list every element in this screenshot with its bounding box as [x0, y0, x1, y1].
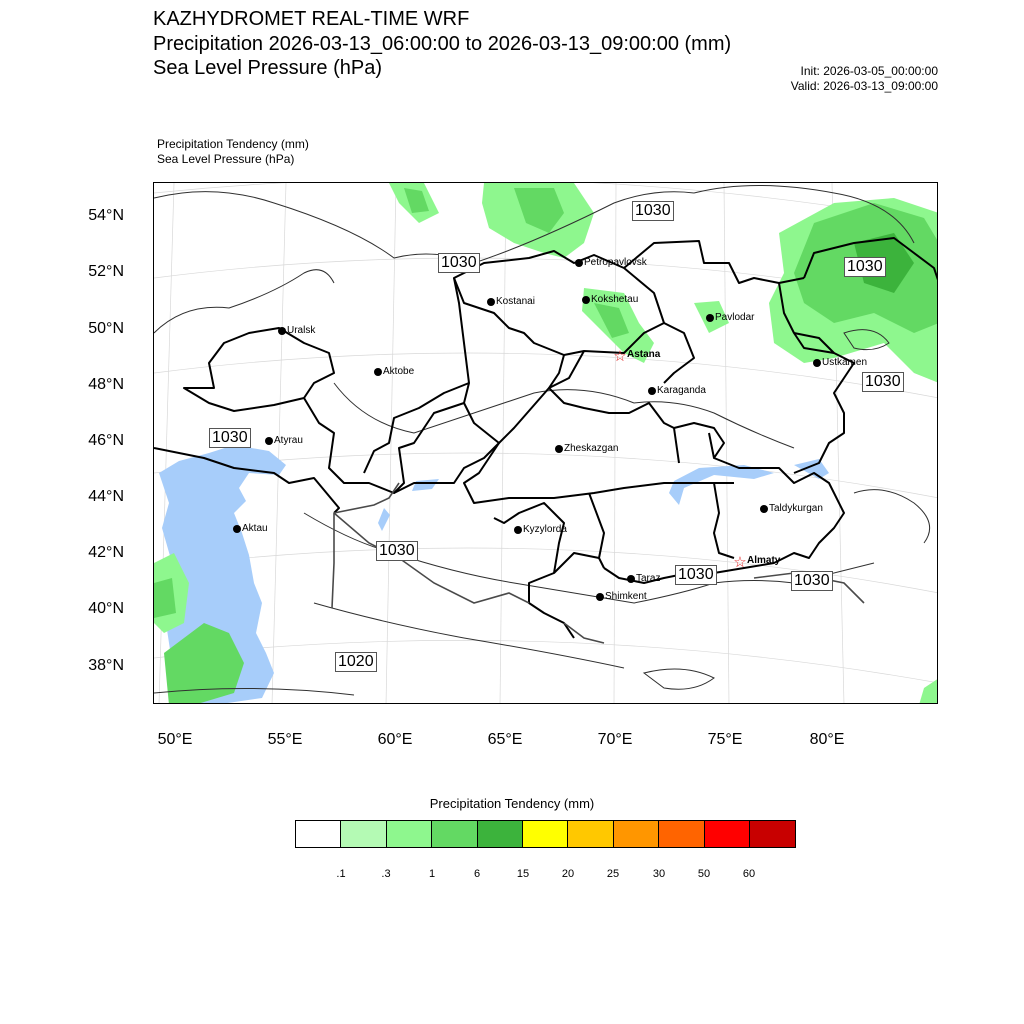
city-label: Kokshetau: [591, 294, 639, 305]
precip-period-title: Precipitation 2026-03-13_06:00:00 to 2026-03-13_09:00:00 (mm): [153, 33, 732, 55]
lat-label: 50°N: [88, 320, 124, 337]
city-dot: [706, 314, 714, 322]
city-label: Ustkamen: [822, 357, 868, 368]
subtitle-precip: Precipitation Tendency (mm): [157, 137, 309, 151]
lon-label: 60°E: [377, 731, 413, 748]
colorbar-swatch: [478, 821, 523, 847]
colorbar-swatch: [341, 821, 386, 847]
city-label: Atyrau: [274, 435, 303, 446]
lat-label: 44°N: [88, 488, 124, 505]
colorbar: [295, 820, 796, 848]
city-label: Aktobe: [383, 366, 415, 377]
contour-label: 1030: [209, 428, 251, 448]
colorbar-swatch: [659, 821, 704, 847]
colorbar-tick: 50: [697, 868, 711, 880]
colorbar-swatch: [705, 821, 750, 847]
contour-label: 1030: [376, 541, 418, 561]
colorbar-tick: 60: [742, 868, 756, 880]
subtitle-slp: Sea Level Pressure (hPa): [157, 152, 295, 166]
city-dot: [265, 437, 273, 445]
contour-label: 1030: [791, 571, 833, 591]
city-dot: [233, 525, 241, 533]
city-label: Kostanai: [496, 296, 535, 307]
city-label: Shimkent: [605, 591, 647, 602]
city-label: Pavlodar: [715, 312, 755, 323]
lon-label: 65°E: [487, 731, 523, 748]
lat-label: 54°N: [88, 207, 124, 224]
city-label: Aktau: [242, 523, 268, 534]
city-label: Kyzylorda: [523, 524, 567, 535]
lat-label: 40°N: [88, 600, 124, 617]
city-dot: [555, 445, 563, 453]
city-label: Zheskazgan: [564, 443, 619, 454]
slp-title: Sea Level Pressure (hPa): [153, 57, 383, 79]
city-dot: [760, 505, 768, 513]
colorbar-swatch: [296, 821, 341, 847]
colorbar-tick: .1: [336, 868, 346, 880]
colorbar-tick: 15: [516, 868, 530, 880]
city-dot: [582, 296, 590, 304]
colorbar-swatch: [432, 821, 477, 847]
city-label: Taldykurgan: [769, 503, 823, 514]
city-dot: [575, 259, 583, 267]
contour-label: 1030: [438, 253, 480, 273]
colorbar-tick: 25: [606, 868, 620, 880]
lon-label: 55°E: [267, 731, 303, 748]
water-bodies: [159, 378, 894, 704]
contour-label: 1030: [632, 201, 674, 221]
city-dot: [514, 526, 522, 534]
city-dot: [627, 575, 635, 583]
city-dot: [487, 298, 495, 306]
city-dot: [374, 368, 382, 376]
contour-label: 1030: [675, 565, 717, 585]
contour-label: 1030: [862, 372, 904, 392]
colorbar-title: Precipitation Tendency (mm): [429, 796, 595, 811]
city-markers: [233, 259, 821, 601]
colorbar-tick: .3: [381, 868, 391, 880]
city-label: Astana: [627, 349, 661, 360]
colorbar-tick: 30: [652, 868, 666, 880]
colorbar-swatch: [750, 821, 795, 847]
colorbar-swatch: [523, 821, 568, 847]
init-time: Init: 2026-03-05_00:00:00: [800, 64, 938, 78]
colorbar-tick: 6: [473, 868, 481, 880]
lat-label: 38°N: [88, 657, 124, 674]
lat-label: 46°N: [88, 432, 124, 449]
city-dot: [648, 387, 656, 395]
city-label: Karaganda: [657, 385, 706, 396]
map-panel: [153, 182, 938, 704]
lat-label: 42°N: [88, 544, 124, 561]
city-dot: [596, 593, 604, 601]
contour-label: 1030: [844, 257, 886, 277]
lon-label: 50°E: [157, 731, 193, 748]
colorbar-swatch: [568, 821, 613, 847]
city-label: Almaty: [747, 555, 781, 566]
capital-star: ☆: [733, 554, 747, 571]
city-dot: [278, 327, 286, 335]
lon-label: 70°E: [597, 731, 633, 748]
lat-label: 48°N: [88, 376, 124, 393]
city-label: Uralsk: [287, 325, 316, 336]
contour-label: 1020: [335, 652, 377, 672]
colorbar-tick: 1: [428, 868, 436, 880]
valid-time: Valid: 2026-03-13_09:00:00: [790, 79, 938, 93]
map-title: KAZHYDROMET REAL-TIME WRF: [153, 8, 470, 30]
lon-label: 75°E: [707, 731, 743, 748]
lat-label: 52°N: [88, 263, 124, 280]
city-dot: [813, 359, 821, 367]
city-label: Taraz: [636, 573, 661, 584]
colorbar-tick: 20: [561, 868, 575, 880]
colorbar-swatch: [614, 821, 659, 847]
colorbar-swatch: [387, 821, 432, 847]
city-label: Petropavlovsk: [584, 257, 647, 268]
map-graphics: [154, 183, 938, 704]
lon-label: 80°E: [809, 731, 845, 748]
capital-star: ☆: [613, 348, 627, 365]
